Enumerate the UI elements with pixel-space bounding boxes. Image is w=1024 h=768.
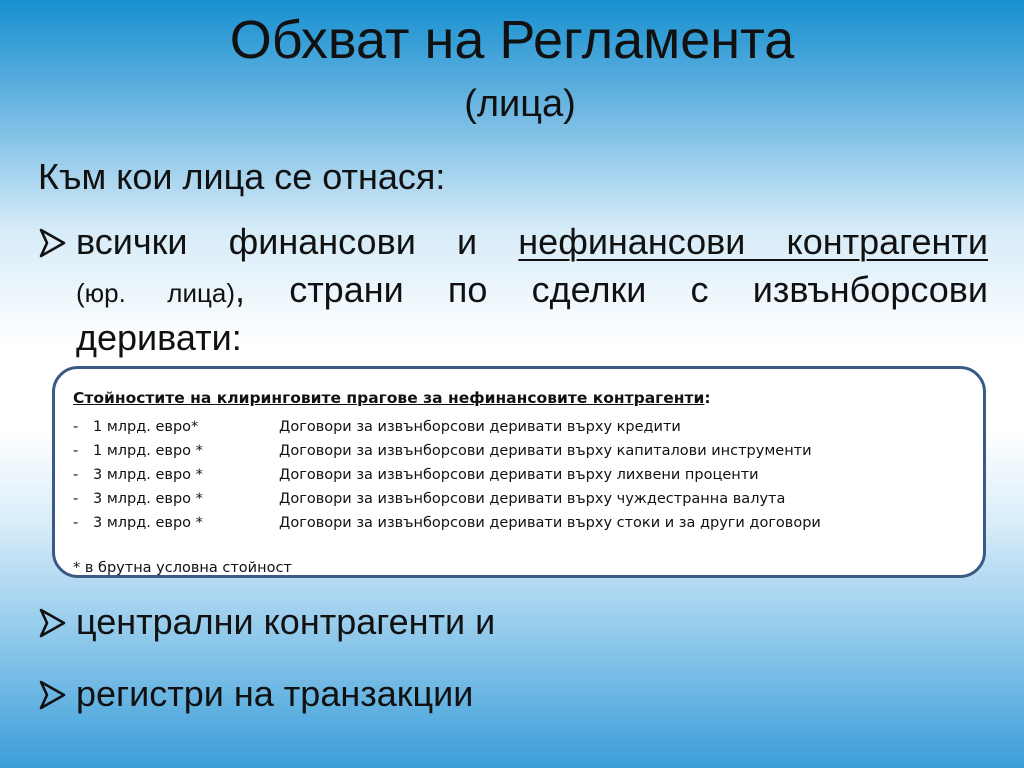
bullet3-text: регистри на транзакции <box>76 673 474 714</box>
bullet1-line1: всички финансови и нефинансови контрагенти <box>76 221 988 262</box>
arrow-bullet-icon <box>38 670 70 718</box>
bullet2-text: централни контрагенти и <box>76 601 496 642</box>
slide-subtitle: (лица) <box>464 83 576 125</box>
clearing-thresholds-box: Стойностите на клиринговите прагове за нефинансовите контрагенти: - 1 млрд. евро* Договори за извънборсови деривати върху кредити - 1 млрд. евро * Договори за извънборсови деривати върху капиталови инструменти - 3 млрд. евро * Договори за извънборсови деривати върху лихвени проценти - 3 млрд. евро * Договори за извънборсови деривати върху чуждестранна валута - 3 млрд. евро * Договори за извънборсови деривати върху стоки и за други договори * в брутна условна стойност <box>52 366 986 578</box>
footnote: * в брутна условна стойност <box>73 560 292 576</box>
arrow-bullet-icon <box>38 218 70 266</box>
nonfinancial-counterparties-text: нефинансови контрагенти <box>518 221 988 262</box>
box-title: Стойностите на клиринговите прагове за нефинансовите контрагенти: <box>73 389 711 407</box>
bullet1-line3: деривати: <box>76 317 242 358</box>
intro-text: Към кои лица се отнася: <box>38 156 446 197</box>
arrow-bullet-icon <box>38 598 70 646</box>
bullet1-line2: (юр. лица), страни по сделки с извънборсови <box>76 269 988 310</box>
slide-title: Обхват на Регламента <box>229 10 795 70</box>
